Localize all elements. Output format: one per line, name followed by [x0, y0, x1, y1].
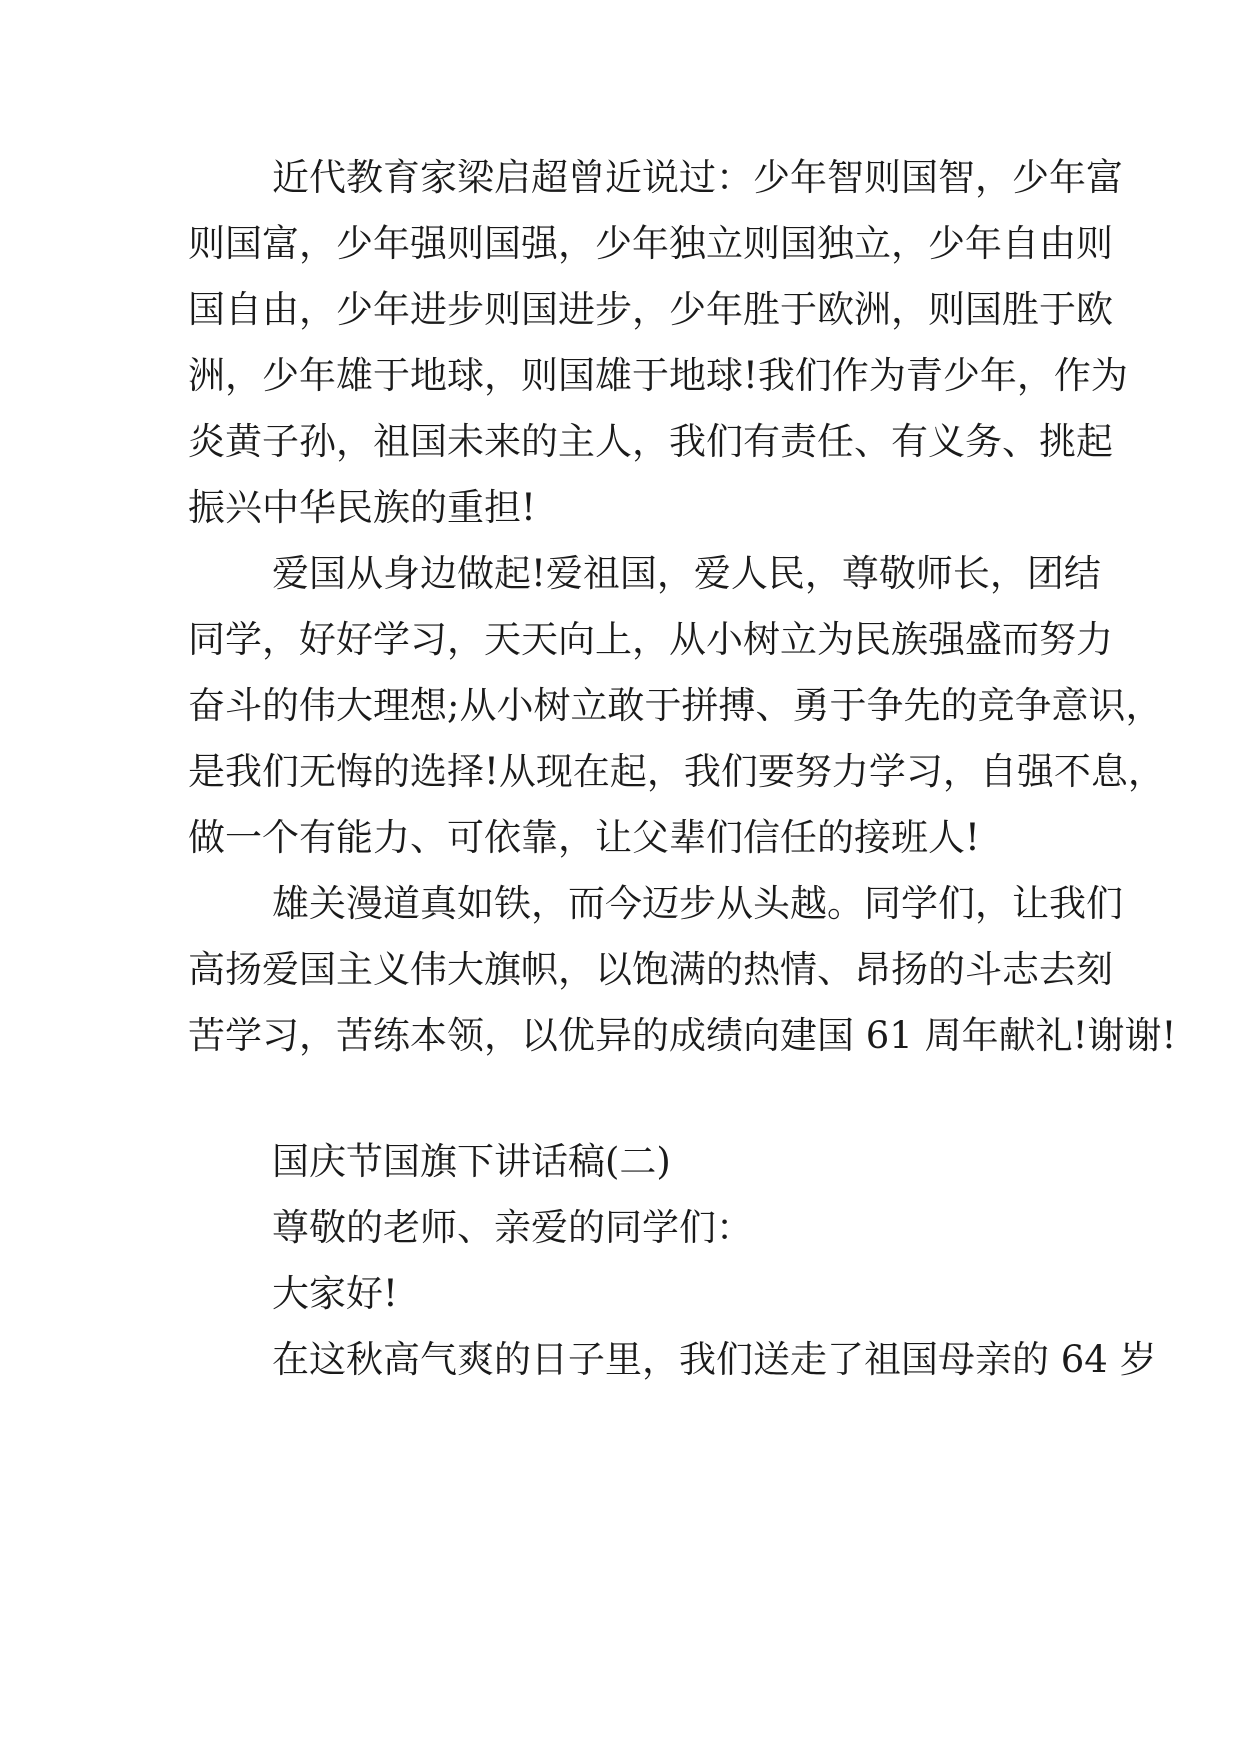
text-line: 做一个有能力、可依靠，让父辈们信任的接班人! — [188, 816, 980, 859]
salutation: 尊敬的老师、亲爱的同学们： — [272, 1206, 753, 1249]
text-line: 雄关漫道真如铁，而今迈步从头越。同学们，让我们 — [272, 882, 1123, 925]
text-line: 同学，好好学习，天天向上，从小树立为民族强盛而努力 — [188, 618, 1113, 661]
text-line: 近代教育家梁启超曾近说过：少年智则国智，少年富 — [272, 156, 1123, 199]
text-line: 洲，少年雄于地球，则国雄于地球!我们作为青少年，作为 — [188, 354, 1128, 397]
section-title: 国庆节国旗下讲话稿(二) — [272, 1140, 671, 1183]
opening-line: 在这秋高气爽的日子里，我们送走了祖国母亲的 64 岁 — [272, 1338, 1157, 1381]
greeting: 大家好! — [272, 1272, 398, 1315]
text-line: 振兴中华民族的重担! — [188, 486, 536, 529]
text-line: 是我们无悔的选择!从现在起，我们要努力学习，自强不息， — [188, 750, 1165, 793]
text-line: 高扬爱国主义伟大旗帜，以饱满的热情、昂扬的斗志去刻 — [188, 948, 1113, 991]
text-line: 则国富，少年强则国强，少年独立则国独立，少年自由则 — [188, 222, 1113, 265]
text-line: 爱国从身边做起!爱祖国，爱人民，尊敬师长，团结 — [272, 552, 1101, 595]
text-line: 国自由，少年进步则国进步，少年胜于欧洲，则国胜于欧 — [188, 288, 1113, 331]
text-line: 苦学习，苦练本领，以优异的成绩向建国 61 周年献礼!谢谢! — [188, 1014, 1177, 1057]
text-line: 炎黄子孙，祖国未来的主人，我们有责任、有义务、挑起 — [188, 420, 1113, 463]
text-line: 奋斗的伟大理想;从小树立敢于拼搏、勇于争先的竞争意识， — [188, 684, 1163, 727]
